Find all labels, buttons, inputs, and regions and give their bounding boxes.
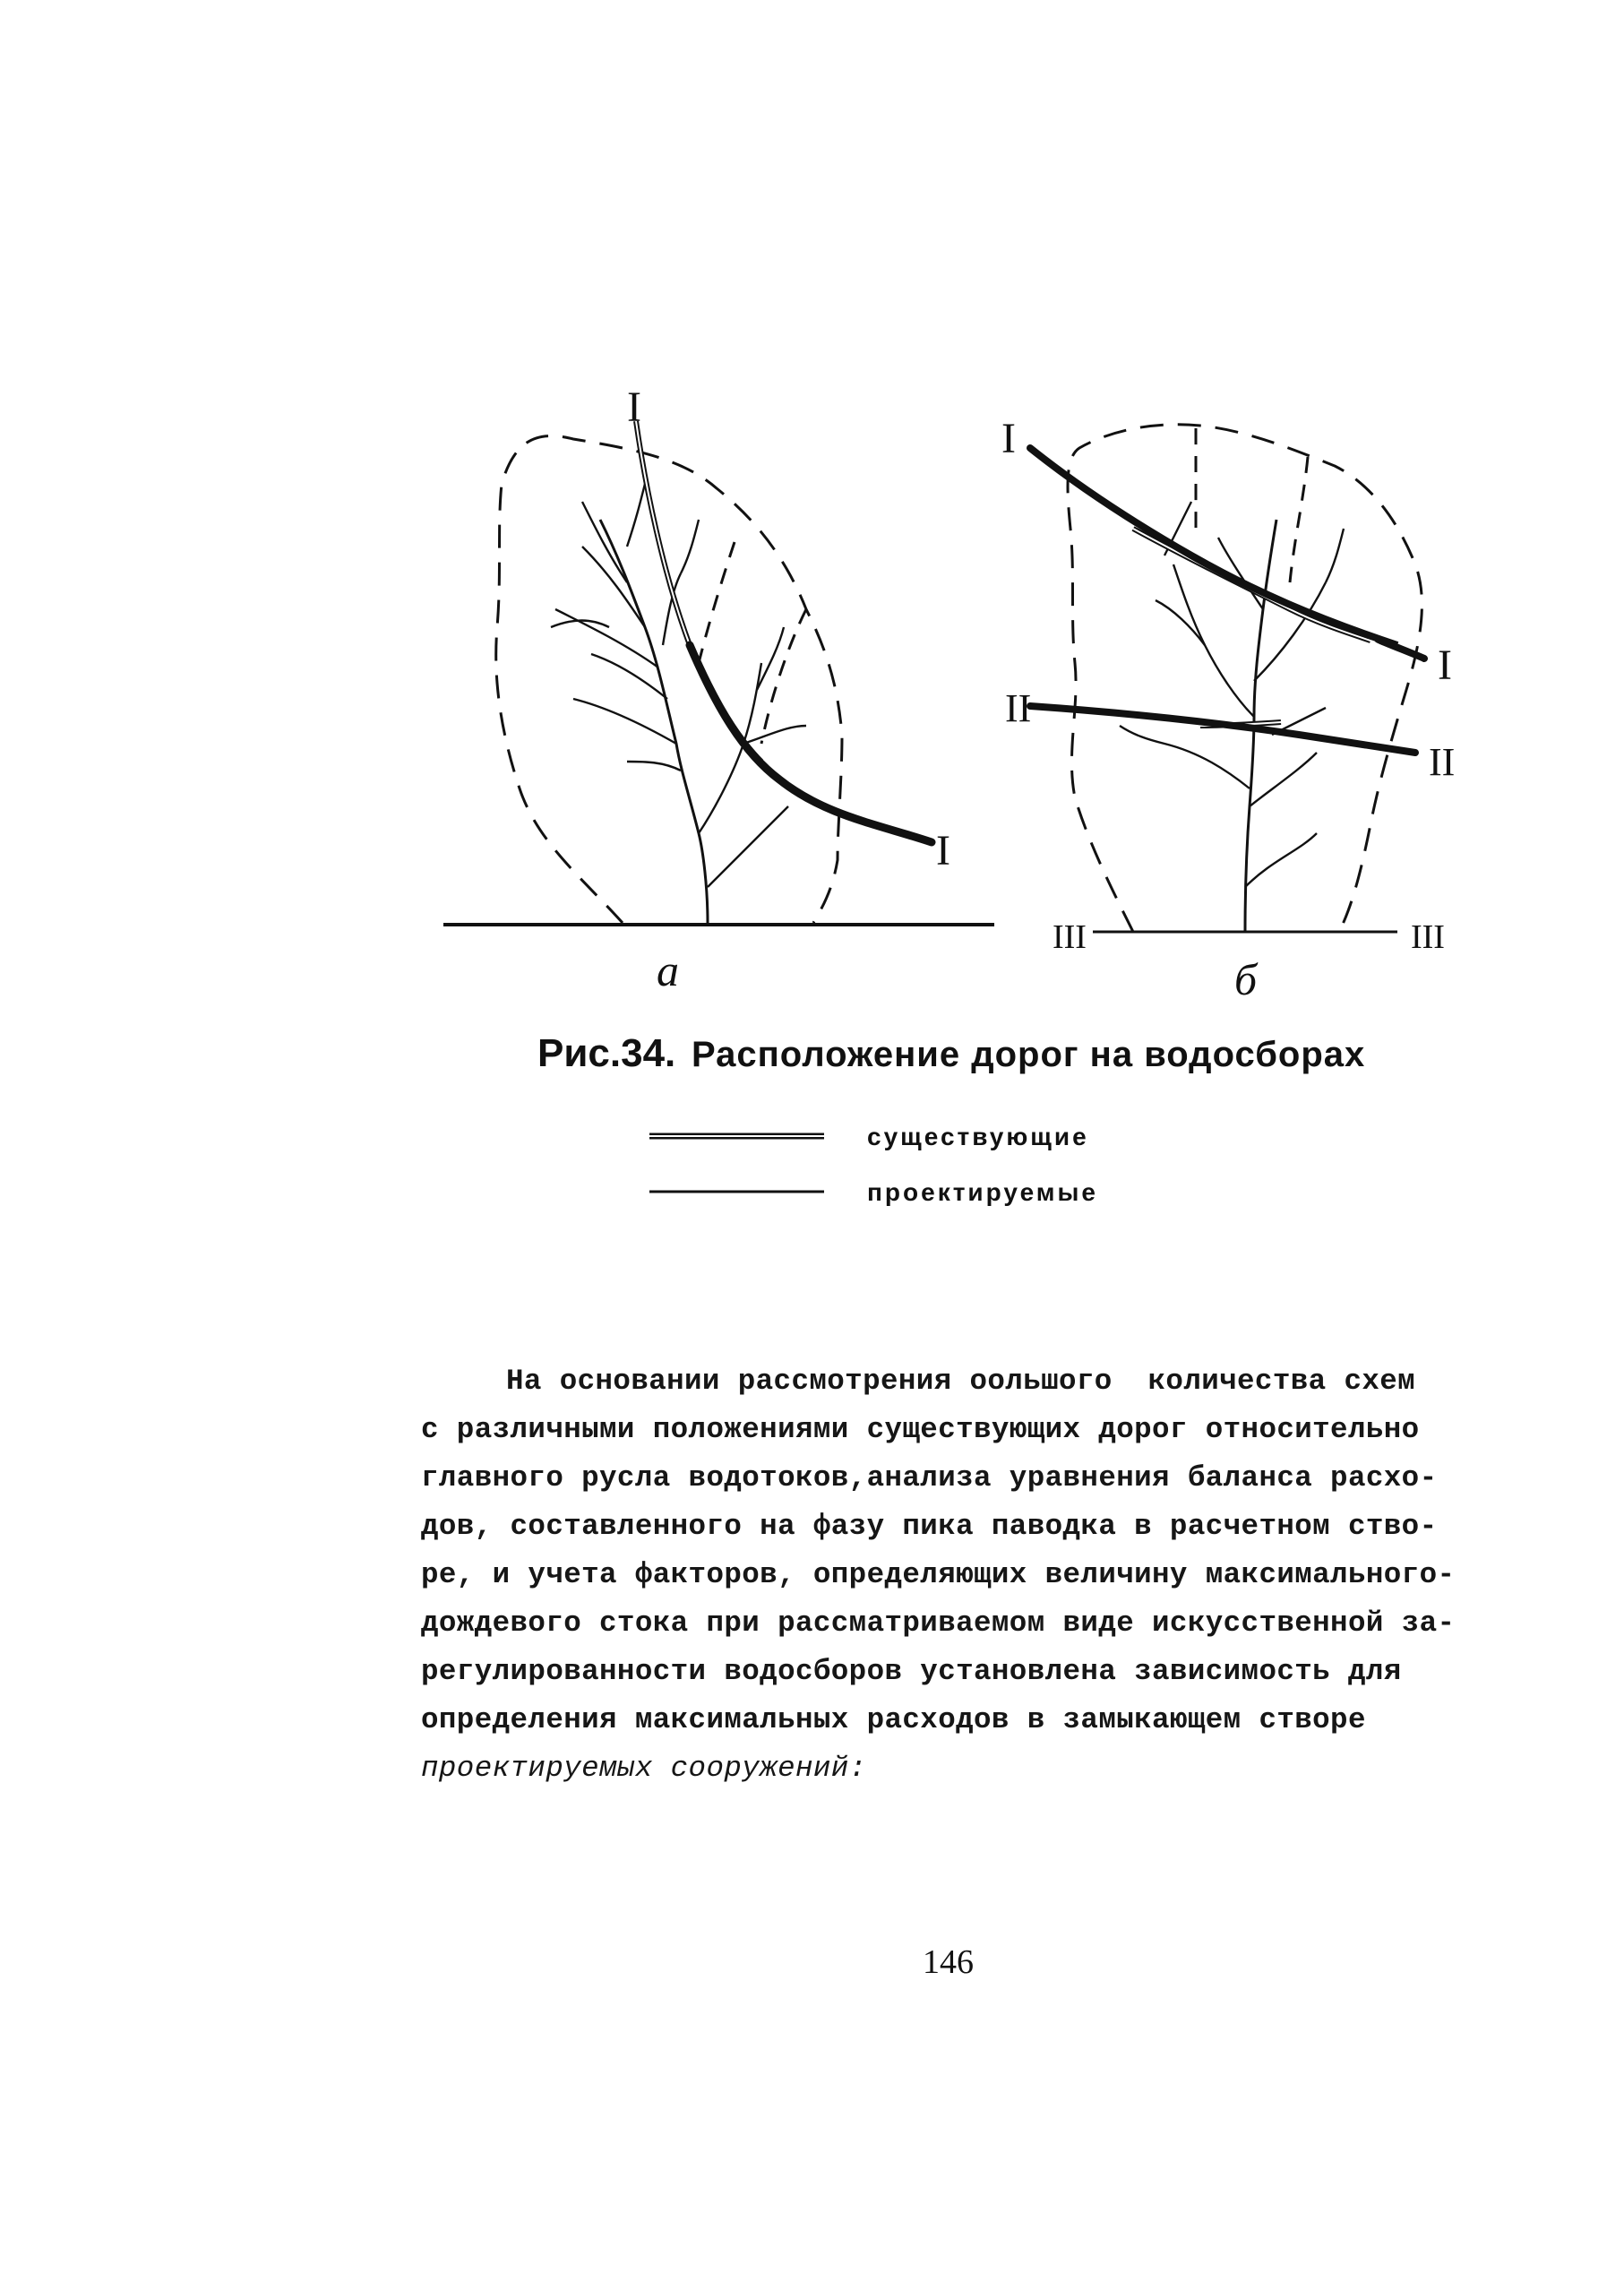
panel-a [443,383,994,995]
caption-number: Рис.34. [537,1031,676,1075]
page-number: 146 [923,1943,974,1981]
body-line-2: с различными положениями существующих дорог относительно [421,1413,1420,1446]
body-line-7: регулированности водосборов установлена зависимость для [421,1655,1402,1688]
panel-b-watershed-boundary [1068,425,1422,932]
panel-b-road-III-label-right: III [1411,918,1445,956]
panel-a-main-channel [600,520,708,923]
panel-b-road-III-label-left: III [1053,918,1087,956]
panel-b-road-II-label-left: II [1005,686,1032,730]
body-line-9: проектируемых сооружений: [421,1752,867,1785]
figure-caption [537,1031,1365,1075]
body-line-4: дов, составленного на фазу пика паводка в расчетном ство- [421,1510,1438,1543]
legend-designed-label: проектируемые [867,1178,1098,1206]
panel-b [1001,415,1455,1004]
panel-b-tributaries [1120,502,1344,887]
body-line-6: дождевого стока при рассматриваемом виде искусственной за- [421,1606,1456,1640]
panel-a-divide-1 [699,542,735,663]
panel-a-existing-road [636,421,761,762]
panel-b-label: б [1234,954,1258,1004]
panel-a-watershed-boundary [496,436,842,923]
body-line-5: ре, и учета факторов, определяющих величину максимального- [421,1558,1456,1591]
body-paragraph [421,1357,1550,1793]
panel-b-road-I-label-left: I [1001,415,1016,462]
panel-a-road-label-end: I [936,827,950,874]
panel-a-road-label-top: I [627,383,641,431]
panel-b-divide-2 [1290,457,1308,582]
panel-a-label: а [657,945,679,995]
panel-b-road-II-label-right: II [1429,740,1456,784]
body-line-8: определения максимальных расходов в замыкающем створе [421,1703,1366,1736]
legend-existing-label: существующие [867,1123,1089,1150]
legend [649,1123,1098,1206]
panel-a-designed-road [690,645,932,842]
panel-b-road-I-label-right: I [1438,642,1452,689]
caption-title: Расположение дорог на водосборах [692,1035,1366,1074]
body-line-1: На основании рассмотрения оольшого количества схем [506,1365,1416,1398]
panel-a-tributaries [551,484,806,887]
body-line-3: главного русла водотоков,анализа уравнения баланса расхо- [421,1461,1438,1494]
panel-b-designed-road-II [1030,706,1415,753]
